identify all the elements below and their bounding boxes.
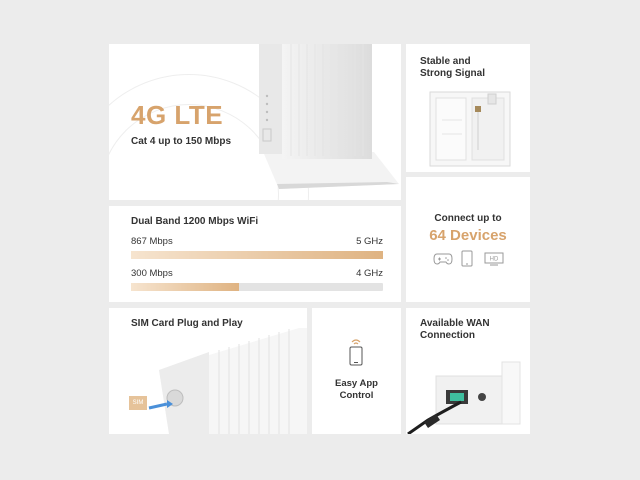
- hd-label: HD: [489, 256, 499, 263]
- wifi-card: [109, 206, 401, 302]
- band1-bar-fill: [131, 251, 383, 259]
- devices-card: [406, 177, 530, 302]
- wan-title-line1: Available WAN: [420, 318, 490, 329]
- smartphone-icon: [346, 336, 366, 366]
- lte-card: [109, 44, 401, 200]
- signal-title-line1: Stable and: [420, 56, 471, 67]
- lte-title: 4G LTE: [131, 100, 224, 130]
- app-line1: Easy App: [335, 378, 378, 389]
- wifi-title: Dual Band 1200 Mbps WiFi: [131, 216, 259, 227]
- router-antenna-image: [428, 90, 514, 170]
- signal-title-line2: Strong Signal: [420, 68, 485, 79]
- band1-speed: 867 Mbps: [131, 236, 173, 247]
- band2-bar-fill: [131, 283, 239, 291]
- router-sim-slot-image: [109, 308, 307, 434]
- band2-bar: [131, 283, 383, 291]
- app-line2: Control: [339, 390, 374, 401]
- gamepad-icon: [433, 252, 453, 266]
- sim-card: [109, 308, 307, 434]
- devices-heading: Connect up to: [434, 213, 502, 224]
- sim-chip: [129, 396, 147, 410]
- band1-bar: [131, 251, 383, 259]
- devices-count: 64 Devices: [429, 227, 507, 244]
- band2-speed: 300 Mbps: [131, 268, 173, 279]
- band2-frequency: 4 GHz: [356, 268, 383, 279]
- wan-title-line2: Connection: [420, 330, 475, 341]
- hd-tv-icon: [484, 252, 504, 266]
- band1-frequency: 5 GHz: [356, 236, 383, 247]
- sim-title: SIM Card Plug and Play: [131, 318, 243, 329]
- router-image: [259, 44, 401, 200]
- tablet-icon: [461, 250, 473, 267]
- lte-subtitle: Cat 4 up to 150 Mbps: [131, 136, 232, 147]
- app-card: [312, 308, 401, 434]
- signal-card: [406, 44, 530, 172]
- router-wan-port-image: [406, 344, 530, 434]
- sim-chip-label: SIM: [132, 400, 144, 406]
- wan-card: [406, 308, 530, 434]
